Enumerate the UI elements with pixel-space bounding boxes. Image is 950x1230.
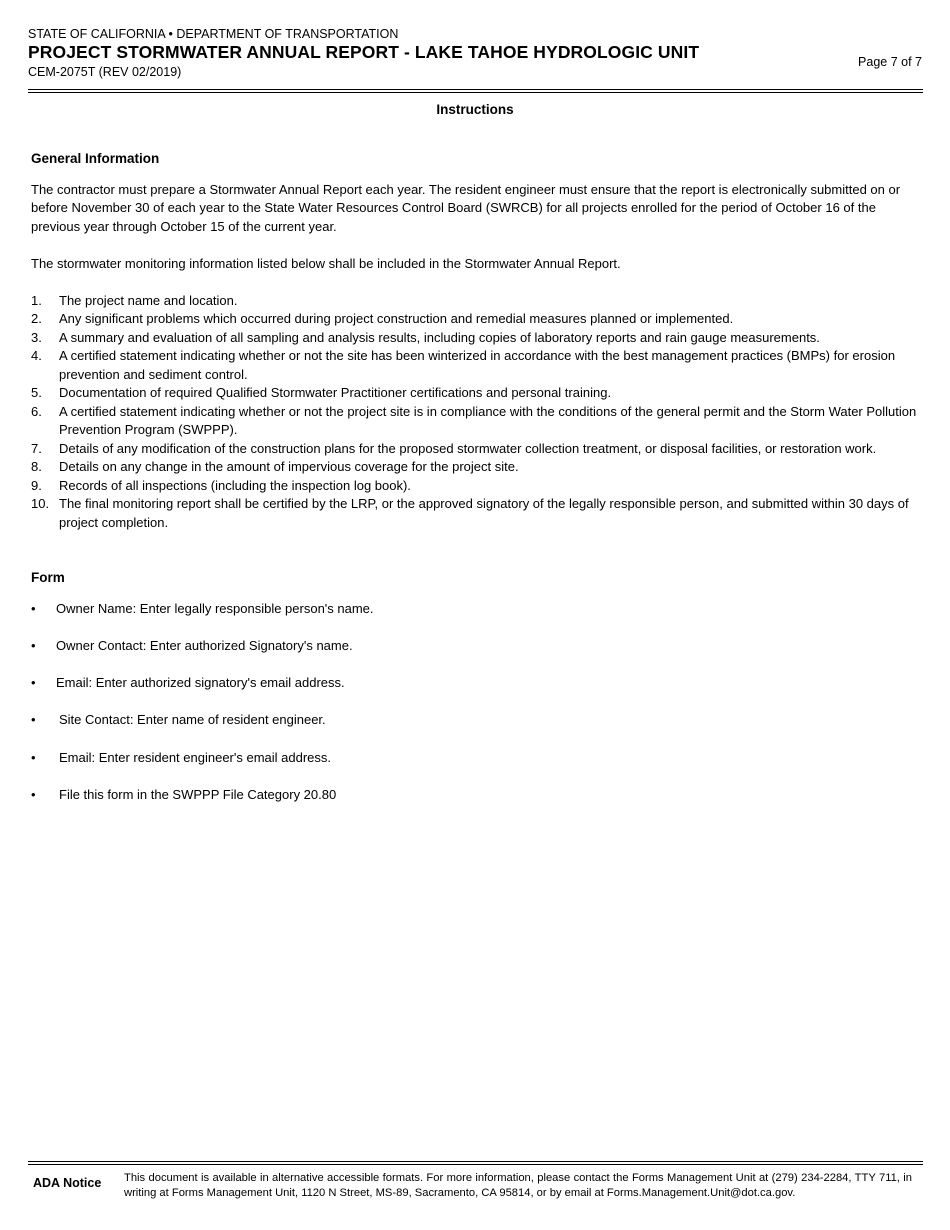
- ada-notice-label: ADA Notice: [33, 1176, 102, 1190]
- bullet-text: Owner Contact: Enter authorized Signatory's name.: [56, 637, 353, 653]
- list-item: [31, 711, 921, 748]
- bullet-icon: •: [31, 786, 36, 802]
- list-item: [31, 674, 921, 711]
- ada-notice-text: This document is available in alternative accessible formats. For more information, please contact the Forms Management Unit at (279) 234-2284, TTY 711, in writing at Forms Management Unit, 1120 N Street, MS-89, Sacramento, CA 95814, or by email at Forms.Management.Unit@dot.ca.gov.: [124, 1172, 912, 1199]
- form-number: CEM-2075T (REV 02/2019): [28, 65, 182, 79]
- bullet-text: Email: Enter authorized signatory's email address.: [56, 675, 345, 691]
- item-number: 5.: [31, 385, 42, 400]
- list-item: [31, 292, 921, 311]
- list-item: [31, 786, 921, 823]
- list-item: [31, 347, 921, 384]
- bullet-icon: •: [31, 675, 36, 691]
- item-number: 8.: [31, 459, 42, 474]
- general-paragraph-2: The stormwater monitoring information listed below shall be included in the Stormwater Annual Report.: [31, 255, 621, 271]
- item-number: 7.: [31, 440, 42, 456]
- item-number: 2.: [31, 311, 42, 326]
- item-number: 9.: [31, 477, 42, 493]
- item-text: A summary and evaluation of all sampling and analysis results, including copies of laboratory reports and rain gauge measurements.: [59, 329, 820, 345]
- item-number: 1.: [31, 292, 42, 308]
- bullet-text: Owner Name: Enter legally responsible person's name.: [56, 600, 374, 616]
- item-text: A certified statement indicating whether or not the site has been winterized in accordance with the best management practices (BMPs) for erosion prevention and sediment control.: [59, 348, 896, 382]
- item-text: Records of all inspections (including the inspection log book).: [59, 477, 411, 493]
- item-text: Any significant problems which occurred during project construction and remedial measures planned or implemented.: [59, 311, 734, 326]
- form-heading: Form: [31, 570, 65, 585]
- item-number: 10.: [31, 496, 50, 511]
- page-number: Page 7 of 7: [858, 55, 922, 69]
- form-bullet-list: [31, 600, 921, 824]
- item-text: Details of any modification of the construction plans for the proposed stormwater collection treatment, or disposal facilities, or restoration work.: [59, 440, 877, 456]
- header-divider-bottom: [28, 92, 923, 93]
- general-paragraph-1: The contractor must prepare a Stormwater Annual Report each year. The resident engineer must ensure that the report is electronically submitted on or before November 30 of each year to the State Water Resources Control Board (SWRCB) for all projects enrolled for the period of October 16 of the previous year through October 15 of the current year.: [31, 181, 901, 234]
- bullet-icon: •: [31, 749, 36, 765]
- list-item: [31, 749, 921, 786]
- item-number: 6.: [31, 403, 42, 419]
- form-title: PROJECT STORMWATER ANNUAL REPORT - LAKE TAHOE HYDROLOGIC UNIT: [28, 42, 700, 62]
- bullet-icon: •: [31, 637, 36, 653]
- footer-divider-bottom: [28, 1164, 923, 1165]
- bullet-icon: •: [31, 600, 36, 616]
- item-text: The project name and location.: [59, 292, 238, 308]
- list-item: [31, 329, 921, 348]
- item-number: 4.: [31, 348, 42, 363]
- list-item: [31, 495, 921, 532]
- footer-divider-top: [28, 1161, 923, 1162]
- list-item: [31, 440, 921, 459]
- bullet-text: Email: Enter resident engineer's email address.: [59, 749, 332, 765]
- requirements-list: [31, 292, 921, 533]
- instructions-body: [31, 150, 921, 823]
- item-text: A certified statement indicating whether or not the project site is in compliance with the conditions of the general permit and the Storm Water Pollution Prevention Program (SWPPP).: [59, 403, 917, 437]
- bullet-text: Site Contact: Enter name of resident engineer.: [59, 712, 326, 728]
- list-item: [31, 403, 921, 440]
- item-text: Documentation of required Qualified Stormwater Practitioner certifications and personal training.: [59, 385, 612, 400]
- list-item: [31, 310, 921, 329]
- item-text: Details on any change in the amount of impervious coverage for the project site.: [59, 459, 519, 474]
- general-information-heading: General Information: [31, 151, 160, 166]
- list-item: [31, 477, 921, 496]
- header-divider-top: [28, 89, 923, 90]
- list-item: [31, 384, 921, 403]
- form-header: [28, 27, 922, 79]
- list-item: [31, 637, 921, 674]
- list-item: [31, 458, 921, 477]
- bullet-icon: •: [31, 712, 36, 728]
- item-text: The final monitoring report shall be certified by the LRP, or the approved signatory of the legally responsible person, and submitted within 30 days of project completion.: [59, 496, 909, 530]
- item-number: 3.: [31, 329, 42, 345]
- instructions-heading: Instructions: [436, 102, 514, 117]
- agency-line: STATE OF CALIFORNIA • DEPARTMENT OF TRANSPORTATION: [28, 27, 399, 41]
- bullet-text: File this form in the SWPPP File Category 20.80: [59, 786, 337, 802]
- list-item: [31, 600, 921, 637]
